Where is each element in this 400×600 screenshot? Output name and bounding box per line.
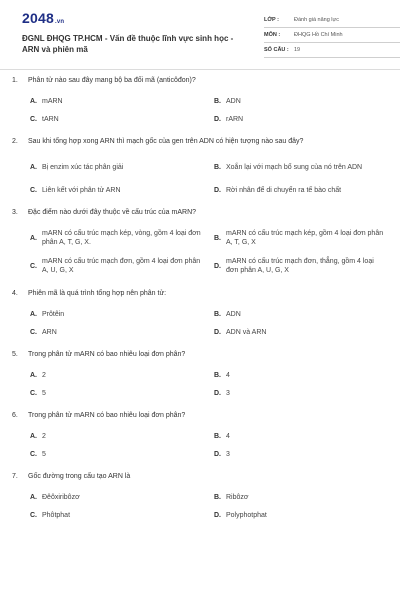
question-number: 4. — [12, 290, 18, 297]
option-text: ADN và ARN — [226, 328, 267, 336]
question-3 — [12, 208, 388, 276]
option-text: Liên kết với phân tử ARN — [42, 186, 121, 194]
option-letter: D. — [214, 450, 221, 458]
option-letter: D. — [214, 328, 221, 336]
question-text: Gốc đường trong cấu tạo ARN là — [28, 473, 131, 480]
option-text: ADN — [226, 97, 241, 105]
option-text: Ribôzơ — [226, 493, 249, 501]
option-a[interactable] — [30, 228, 204, 248]
option-letter: A. — [30, 493, 37, 501]
question-number: 1. — [12, 77, 18, 84]
option-d[interactable] — [214, 185, 388, 195]
meta-row-class — [264, 13, 400, 28]
option-letter: B. — [214, 97, 221, 105]
options-grid — [12, 96, 388, 124]
option-letter: C. — [30, 262, 37, 270]
meta-row-subject — [264, 28, 400, 43]
question-number: 6. — [12, 412, 18, 419]
option-letter: B. — [214, 432, 221, 440]
logo-suffix: .vn — [54, 19, 65, 25]
question-number: 2. — [12, 138, 18, 145]
option-letter: D. — [214, 262, 221, 270]
option-b[interactable] — [214, 309, 388, 319]
option-text: 3 — [226, 450, 230, 458]
option-text: 5 — [42, 389, 46, 397]
question-number: 3. — [12, 209, 18, 216]
options-grid — [12, 157, 388, 195]
option-text: Phôtphat — [42, 511, 71, 519]
question-list — [12, 76, 388, 533]
option-letter: A. — [30, 163, 37, 171]
option-letter: B. — [214, 310, 221, 318]
option-letter: A. — [30, 310, 37, 318]
page-title: ĐGNL ĐHQG TP.HCM - Vấn đề thuộc lĩnh vực sinh học - ARN và phiên mã — [22, 34, 234, 54]
header-divider — [0, 69, 400, 70]
option-letter: A. — [30, 97, 37, 105]
option-text: mARN có cấu trúc mạch đơn, thẳng, gồm 4 loại đơn phân A, U, G, X — [226, 258, 374, 274]
option-c[interactable] — [30, 449, 204, 459]
option-text: 3 — [226, 389, 230, 397]
option-text: 2 — [42, 371, 46, 379]
option-text: 4 — [226, 432, 230, 440]
meta-value: ĐHQG Hồ Chí Minh — [294, 32, 343, 38]
option-letter: D. — [214, 115, 221, 123]
option-letter: C. — [30, 115, 37, 123]
option-text: 2 — [42, 432, 46, 440]
site-logo[interactable] — [22, 10, 64, 26]
option-a[interactable] — [30, 96, 204, 106]
option-d[interactable] — [214, 256, 388, 276]
options-grid — [12, 228, 388, 276]
option-d[interactable] — [214, 114, 388, 124]
option-text: mARN — [42, 97, 63, 105]
question-text: Đặc điểm nào dưới đây thuộc về cấu trúc của mARN? — [28, 209, 197, 216]
option-letter: B. — [214, 493, 221, 501]
option-letter: B. — [214, 371, 221, 379]
option-text: Bị enzim xúc tác phân giải — [42, 163, 124, 171]
options-grid — [12, 370, 388, 398]
option-letter: C. — [30, 389, 37, 397]
options-grid — [12, 492, 388, 520]
option-c[interactable] — [30, 256, 204, 276]
page-header — [12, 0, 388, 68]
question-5 — [12, 350, 388, 398]
question-text: Phiên mã là quá trình tổng hợp nên phân tử: — [28, 290, 167, 297]
logo-text: 2048 — [22, 10, 54, 26]
question-6 — [12, 411, 388, 459]
option-d[interactable] — [214, 327, 388, 337]
option-letter: D. — [214, 389, 221, 397]
option-letter: C. — [30, 450, 37, 458]
option-letter: A. — [30, 234, 37, 242]
option-letter: B. — [214, 234, 221, 242]
option-c[interactable] — [30, 185, 204, 195]
option-a[interactable] — [30, 431, 204, 441]
meta-label: SỐ CÂU : — [264, 47, 289, 53]
option-text: 4 — [226, 371, 230, 379]
question-number: 7. — [12, 473, 18, 480]
option-b[interactable] — [214, 431, 388, 441]
option-text: tARN — [42, 115, 59, 123]
option-text: Polyphotphat — [226, 511, 267, 519]
question-4 — [12, 289, 388, 337]
meta-label: MÔN : — [264, 32, 281, 38]
question-number: 5. — [12, 351, 18, 358]
option-a[interactable] — [30, 492, 204, 502]
option-a[interactable] — [30, 157, 204, 177]
options-grid — [12, 309, 388, 337]
option-letter: C. — [30, 511, 37, 519]
option-text: 5 — [42, 450, 46, 458]
question-1 — [12, 76, 388, 124]
option-text: Rời nhân để di chuyển ra tế bào chất — [226, 186, 342, 194]
option-c[interactable] — [30, 388, 204, 398]
options-grid — [12, 431, 388, 459]
option-b[interactable] — [214, 157, 388, 177]
option-text: rARN — [226, 115, 244, 123]
option-a[interactable] — [30, 370, 204, 380]
option-letter: D. — [214, 186, 221, 194]
option-text: mARN có cấu trúc mạch kép, gồm 4 loại đơn phân A, T, G, X — [226, 230, 384, 246]
option-text: ADN — [226, 310, 241, 318]
option-letter: A. — [30, 371, 37, 379]
question-text: Trong phân tử mARN có bao nhiêu loại đơn phân? — [28, 351, 186, 358]
option-text: Đêôxiribôzơ — [42, 493, 80, 501]
option-letter: C. — [30, 186, 37, 194]
option-c[interactable] — [30, 114, 204, 124]
meta-table — [264, 13, 400, 58]
option-letter: A. — [30, 432, 37, 440]
meta-label: LỚP : — [264, 17, 279, 23]
option-letter: B. — [214, 163, 221, 171]
option-d[interactable] — [214, 449, 388, 459]
option-c[interactable] — [30, 327, 204, 337]
option-letter: C. — [30, 328, 37, 336]
option-text: mARN có cấu trúc mạch kép, vòng, gồm 4 loại đơn phân A, T, G, X. — [42, 230, 201, 246]
option-c[interactable] — [30, 510, 204, 520]
option-d[interactable] — [214, 388, 388, 398]
option-text: Prôtêin — [42, 310, 65, 318]
option-letter: D. — [214, 511, 221, 519]
option-text: ARN — [42, 328, 57, 336]
option-d[interactable] — [214, 510, 388, 520]
option-a[interactable] — [30, 309, 204, 319]
question-2 — [12, 137, 388, 195]
option-text: mARN có cấu trúc mạch đơn, gồm 4 loại đơn phân A, U, G, X — [42, 258, 201, 274]
question-7 — [12, 472, 388, 520]
option-text: Xoắn lại với mạch bổ sung của nó trên ADN — [226, 163, 363, 171]
meta-value: Đánh giá năng lực — [294, 17, 339, 23]
option-b[interactable] — [214, 370, 388, 380]
option-b[interactable] — [214, 492, 388, 502]
question-text: Phân tử nào sau đây mang bộ ba đối mã (anticôđon)? — [28, 77, 196, 84]
option-b[interactable] — [214, 96, 388, 106]
meta-row-count — [264, 43, 400, 58]
question-text: Trong phân tử mARN có bao nhiêu loại đơn phân? — [28, 412, 186, 419]
option-b[interactable] — [214, 228, 388, 248]
meta-value: 19 — [294, 47, 301, 53]
question-text: Sau khi tổng hợp xong ARN thì mạch gốc của gen trên ADN có hiện tượng nào sau đây? — [28, 138, 304, 145]
